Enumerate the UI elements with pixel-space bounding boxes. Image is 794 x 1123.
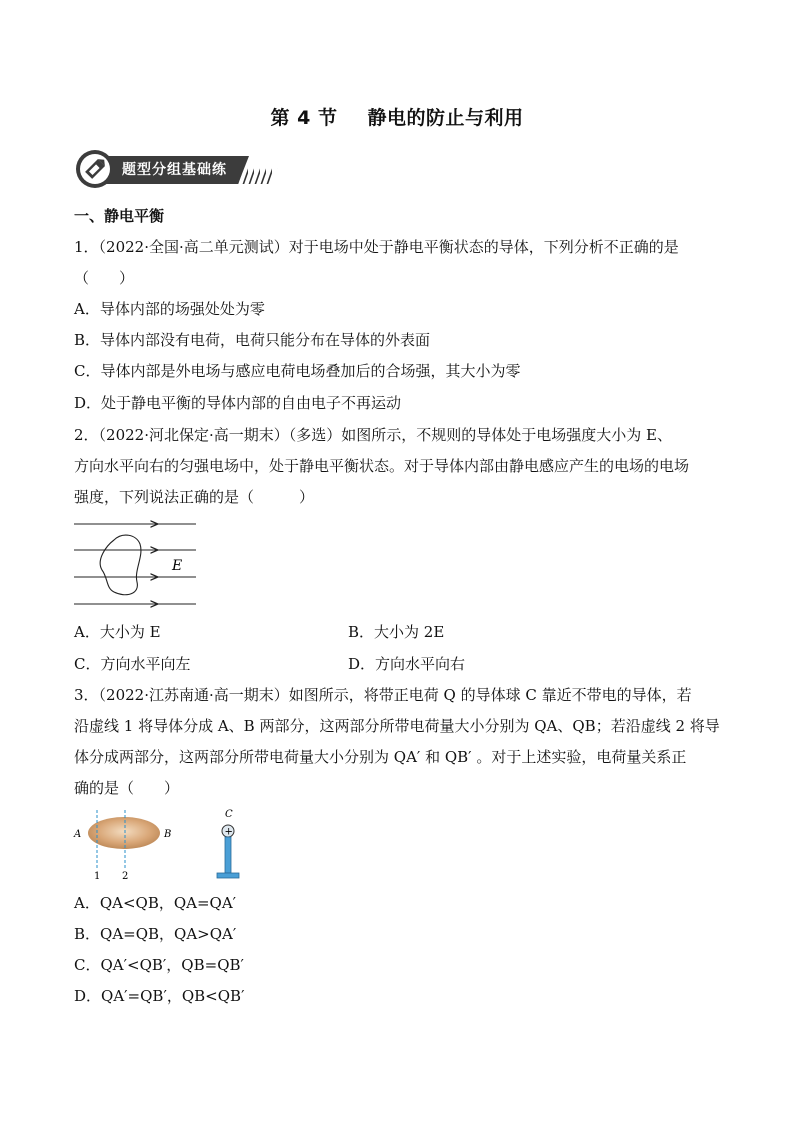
q3-stem-line3: 体分成两部分，这两部分所带电荷量大小分别为 QA′ 和 QB′ 。对于上述实验，电荷量关系正	[74, 748, 687, 766]
q2-stem-line3: 强度，下列说法正确的是（ ）	[74, 488, 315, 506]
q3-induction-figure	[70, 806, 250, 884]
q2-option-c[interactable]: C．方向水平向左	[74, 655, 191, 673]
irregular-conductor	[100, 535, 141, 595]
q2-option-a[interactable]: A．大小为 E	[74, 623, 161, 641]
exercise-banner	[74, 148, 284, 188]
section-name: 静电的防止与利用	[367, 107, 524, 129]
section-number: 第 4 节	[270, 107, 338, 129]
q2-stem-line1: 2．（2022·河北保定·高一期末）（多选）如图所示，不规则的导体处于电场强度大小为 E、	[74, 426, 672, 444]
q1-option-a[interactable]: A．导体内部的场强处处为零	[74, 300, 265, 318]
neutral-conductor	[88, 817, 160, 849]
q3-option-b[interactable]: B．QA=QB，QA>QA′	[74, 925, 237, 943]
section-heading: 一、静电平衡	[74, 207, 165, 225]
label-a: A	[74, 829, 82, 840]
q1-stem-line1: 1．（2022·全国·高二单元测试）对于电场中处于静电平衡状态的导体，下列分析不正确的是	[74, 238, 679, 256]
q3-stem-line4: 确的是（ ）	[74, 779, 180, 797]
field-label-e: E	[172, 558, 183, 574]
label-line-1: 1	[94, 871, 101, 882]
plus-sign: +	[224, 826, 233, 838]
q1-option-c[interactable]: C．导体内部是外电场与感应电荷电场叠加后的合场强，其大小为零	[74, 362, 521, 380]
q1-option-b[interactable]: B．导体内部没有电荷，电荷只能分布在导体的外表面	[74, 331, 431, 349]
q1-option-d[interactable]: D．处于静电平衡的导体内部的自由电子不再运动	[74, 394, 402, 412]
q2-field-figure	[74, 518, 200, 608]
label-b: B	[164, 829, 172, 840]
q3-stem-line1: 3．（2022·江苏南通·高一期末）如图所示，将带正电荷 Q 的导体球 C 靠近不带电的导体，若	[74, 686, 692, 704]
banner-label: 题型分组基础练	[122, 162, 227, 178]
page-title	[0, 103, 794, 130]
q2-option-b[interactable]: B．大小为 2E	[348, 623, 445, 641]
q3-option-d[interactable]: D．QA′=QB′，QB<QB′	[74, 987, 245, 1005]
label-line-2: 2	[122, 871, 129, 882]
q1-stem-line2: （ ）	[74, 269, 135, 287]
charged-sphere-stand	[217, 825, 239, 878]
q3-stem-line2: 沿虚线 1 将导体分成 A、B 两部分，这两部分所带电荷量大小分别为 QA、QB；若沿虚线 2 将导	[74, 717, 720, 735]
q3-option-c[interactable]: C．QA′<QB′，QB=QB′	[74, 956, 244, 974]
q2-stem-line2: 方向水平向右的匀强电场中，处于静电平衡状态。对于导体内部由静电感应产生的电场的电场	[74, 457, 690, 475]
q2-option-d[interactable]: D．方向水平向右	[348, 655, 466, 673]
q3-option-a[interactable]: A．QA<QB，QA=QA′	[74, 894, 237, 912]
label-c: C	[225, 809, 233, 820]
